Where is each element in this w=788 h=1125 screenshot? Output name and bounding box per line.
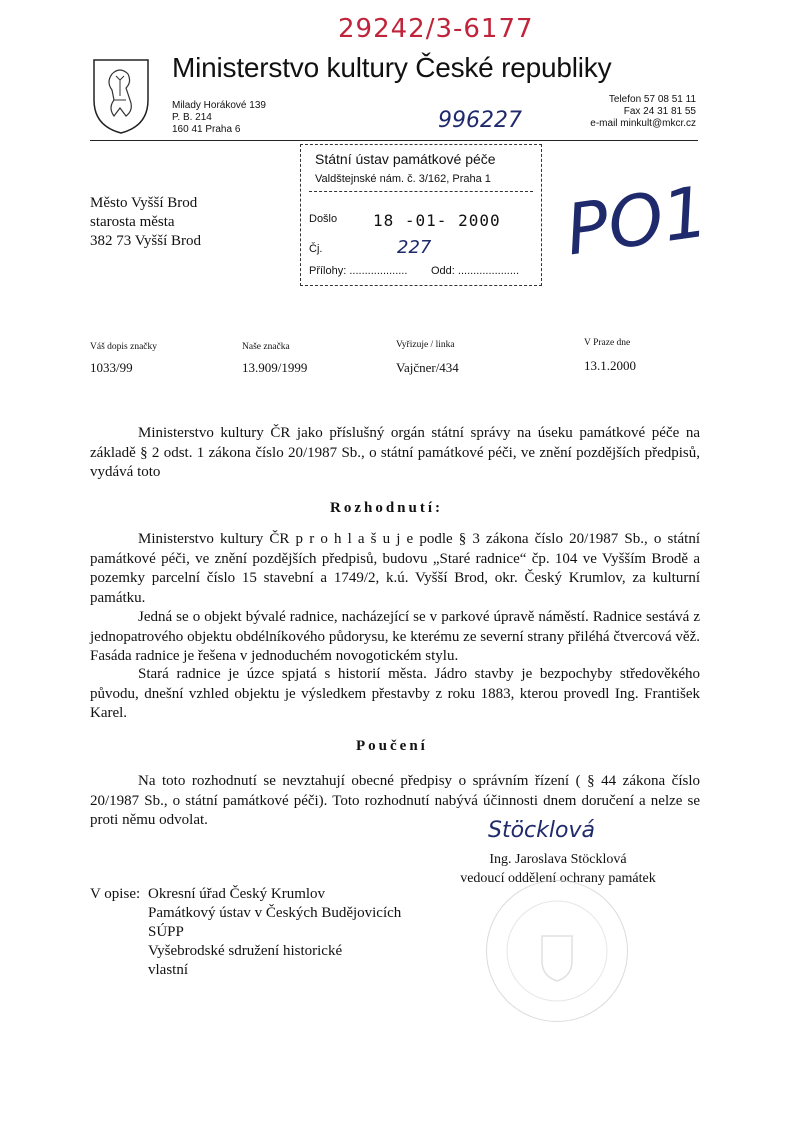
copy-recipient: SÚPP <box>148 924 184 940</box>
ministry-contact <box>560 94 696 130</box>
copy-recipient: vlastní <box>148 962 188 978</box>
recipient-line: 382 73 Vyšší Brod <box>90 233 201 249</box>
copy-recipient: Památkový ústav v Českých Budějovicích <box>148 905 402 921</box>
signatory-name: Ing. Jaroslava Stöcklová <box>489 852 627 867</box>
coat-of-arms-icon <box>90 56 152 136</box>
instruction-heading: Poučení <box>356 738 428 754</box>
official-seal-icon <box>486 880 628 1022</box>
copies-block <box>90 885 401 980</box>
decision-paragraph-3: Stará radnice je úzce spjatá s historií města. Jádro stavby je bezpochyby středověkého původu, dnešní vzhled objektu je výsledkem přestavby z roku 1883, kterou provedl Ing. František Karel. <box>90 666 700 721</box>
stamp-received-label: Došlo <box>309 213 338 225</box>
received-stamp <box>300 144 542 286</box>
stamp-received-date: 18 -01- 2000 <box>373 211 501 230</box>
recipient-line: starosta města <box>90 214 175 230</box>
ref-handled-value: Vajčner/434 <box>396 360 459 375</box>
email-line: e-mail minkult@mkcr.cz <box>590 118 696 129</box>
stamp-department-label: Odd: .................... <box>431 265 520 277</box>
address-line: P. B. 214 <box>172 112 212 123</box>
recipient-address <box>90 194 201 251</box>
stamp-institution: Státní ústav památkové péče <box>315 151 496 167</box>
address-line: 160 41 Praha 6 <box>172 124 241 135</box>
stamp-address: Valdštejnské nám. č. 3/162, Praha 1 <box>315 173 491 185</box>
handwritten-mark: PO1 <box>560 170 713 272</box>
ref-your-letter-value: 1033/99 <box>90 360 133 375</box>
handwritten-signature: Stöcklová <box>488 818 595 843</box>
decision-paragraph-1: Ministerstvo kultury ČR p r o h l a š u j e podle § 3 zákona číslo 20/1987 Sb., o státní památkové péči, ve znění pozdějších předpisů, budovu „Staré radnice“ čp. 104 ve Vyšším Brodě a pozemky parcelní číslo 15 stavební a 1749/2, k.ú. Vyšší Brod, okr. Český Krumlov, za kulturní památku. <box>90 531 700 606</box>
copy-recipient: Vyšebrodské sdružení historické <box>148 943 343 959</box>
stamp-number-label: Čj. <box>309 243 323 255</box>
fax-line: Fax 24 31 81 55 <box>623 106 696 117</box>
stamp-attachments-label: Přílohy: ................... <box>309 265 408 277</box>
decision-paragraph-2: Jedná se o objekt bývalé radnice, nacházející se v parkové úpravě náměstí. Radnice sestává z jednopatrového objektu obdélníkového půdorysu, ke kterému ze severní strany přiléhá čtvercová věž. Fasáda radnice je řešena v jednoduchém novogotickém stylu. <box>90 609 700 664</box>
ministry-title: Ministerstvo kultury České republiky <box>172 52 612 83</box>
intro-paragraph: Ministerstvo kultury ČR jako příslušný orgán státní správy na úseku památkové péče na základě § 2 odst. 1 zákona číslo 20/1987 Sb., o státní památkové péči, ve znění pozdějších předpisů, vydává toto <box>90 425 700 480</box>
ministry-address <box>172 100 266 136</box>
ref-date-value: 13.1.2000 <box>584 358 636 373</box>
instruction-paragraph: Na toto rozhodnutí se nevztahují obecné předpisy o správním řízení ( § 44 zákona číslo 20/1987 Sb., o státní památkové péči). Toto rozhodnutí nabývá účinnosti dnem doručení a nelze se proti němu odvolat. <box>90 773 700 828</box>
address-line: Milady Horákové 139 <box>172 100 266 111</box>
reference-block <box>90 338 700 382</box>
stamp-divider <box>309 191 533 192</box>
stamp-number-value: 227 <box>397 237 432 258</box>
handwritten-reference: 996227 <box>438 108 522 133</box>
ref-date-label: V Praze dne <box>584 338 631 348</box>
header-divider <box>90 140 698 141</box>
copies-label: V opise: <box>90 886 141 902</box>
ref-our-ref-value: 13.909/1999 <box>242 360 308 375</box>
phone-line: Telefon 57 08 51 11 <box>608 94 696 105</box>
ref-your-letter-label: Váš dopis značky <box>90 342 158 352</box>
signatory-role: vedoucí oddělení ochrany památek <box>460 871 656 886</box>
ref-our-ref-label: Naše značka <box>242 342 290 352</box>
recipient-line: Město Vyšší Brod <box>90 195 198 211</box>
decision-heading: Rozhodnutí: <box>330 500 444 516</box>
copy-recipient: Okresní úřad Český Krumlov <box>148 886 326 902</box>
handwritten-file-number: 29242/3-6177 <box>338 14 534 44</box>
ref-handled-label: Vyřizuje / linka <box>396 340 455 350</box>
